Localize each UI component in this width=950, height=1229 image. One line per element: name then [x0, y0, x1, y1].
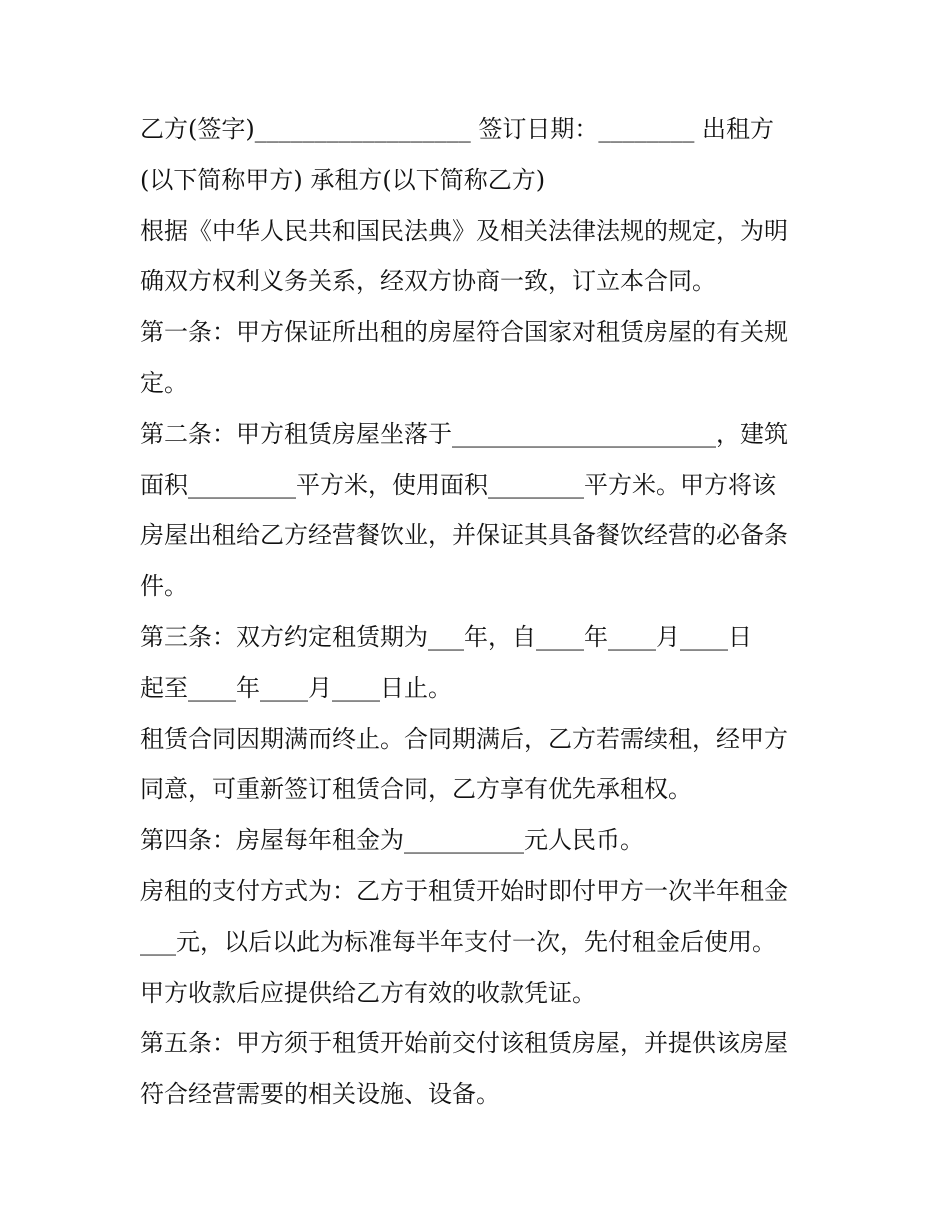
text-line: 第五条：甲方须于租赁开始前交付该租赁房屋，并提供该房屋 — [140, 1029, 788, 1058]
text-line: 第三条：双方约定租赁期为___年，自____年____月____日 — [140, 622, 752, 651]
text-line: 房租的支付方式为：乙方于租赁开始时即付甲方一次半年租金 — [140, 876, 788, 905]
text-line: (以下简称甲方) 承租方(以下简称乙方) — [140, 165, 546, 194]
text-line: 起至____年____月____日止。 — [140, 673, 452, 702]
text-line: 第一条：甲方保证所出租的房屋符合国家对租赁房屋的有关规 — [140, 318, 788, 347]
text-line: 租赁合同因期满而终止。合同期满后，乙方若需续租，经甲方 — [140, 724, 788, 753]
text-line: 乙方(签字)__________________ 签订日期：________ 出租方 — [140, 115, 774, 143]
text-line: 件。 — [140, 572, 188, 601]
contract-text — [140, 104, 815, 1120]
text-line: 确双方权利义务关系，经双方协商一致，订立本合同。 — [140, 267, 716, 296]
text-line: 第四条：房屋每年租金为__________元人民币。 — [140, 826, 644, 855]
text-line: 房屋出租给乙方经营餐饮业，并保证其具备餐饮经营的必备条 — [140, 521, 788, 550]
text-line: 定。 — [140, 368, 188, 397]
text-line: 符合经营需要的相关设施、设备。 — [140, 1080, 500, 1109]
text-line: 面积_________平方米，使用面积________平方米。甲方将该 — [140, 470, 776, 499]
text-line: ___元，以后以此为标准每半年支付一次，先付租金后使用。 — [140, 927, 776, 956]
text-line: 同意，可重新签订租赁合同，乙方享有优先承租权。 — [140, 775, 692, 804]
text-line: 甲方收款后应提供给乙方有效的收款凭证。 — [140, 978, 596, 1007]
text-line: 第二条：甲方租赁房屋坐落于______________________，建筑 — [140, 419, 788, 448]
text-line: 根据《中华人民共和国民法典》及相关法律法规的规定，为明 — [140, 216, 788, 245]
